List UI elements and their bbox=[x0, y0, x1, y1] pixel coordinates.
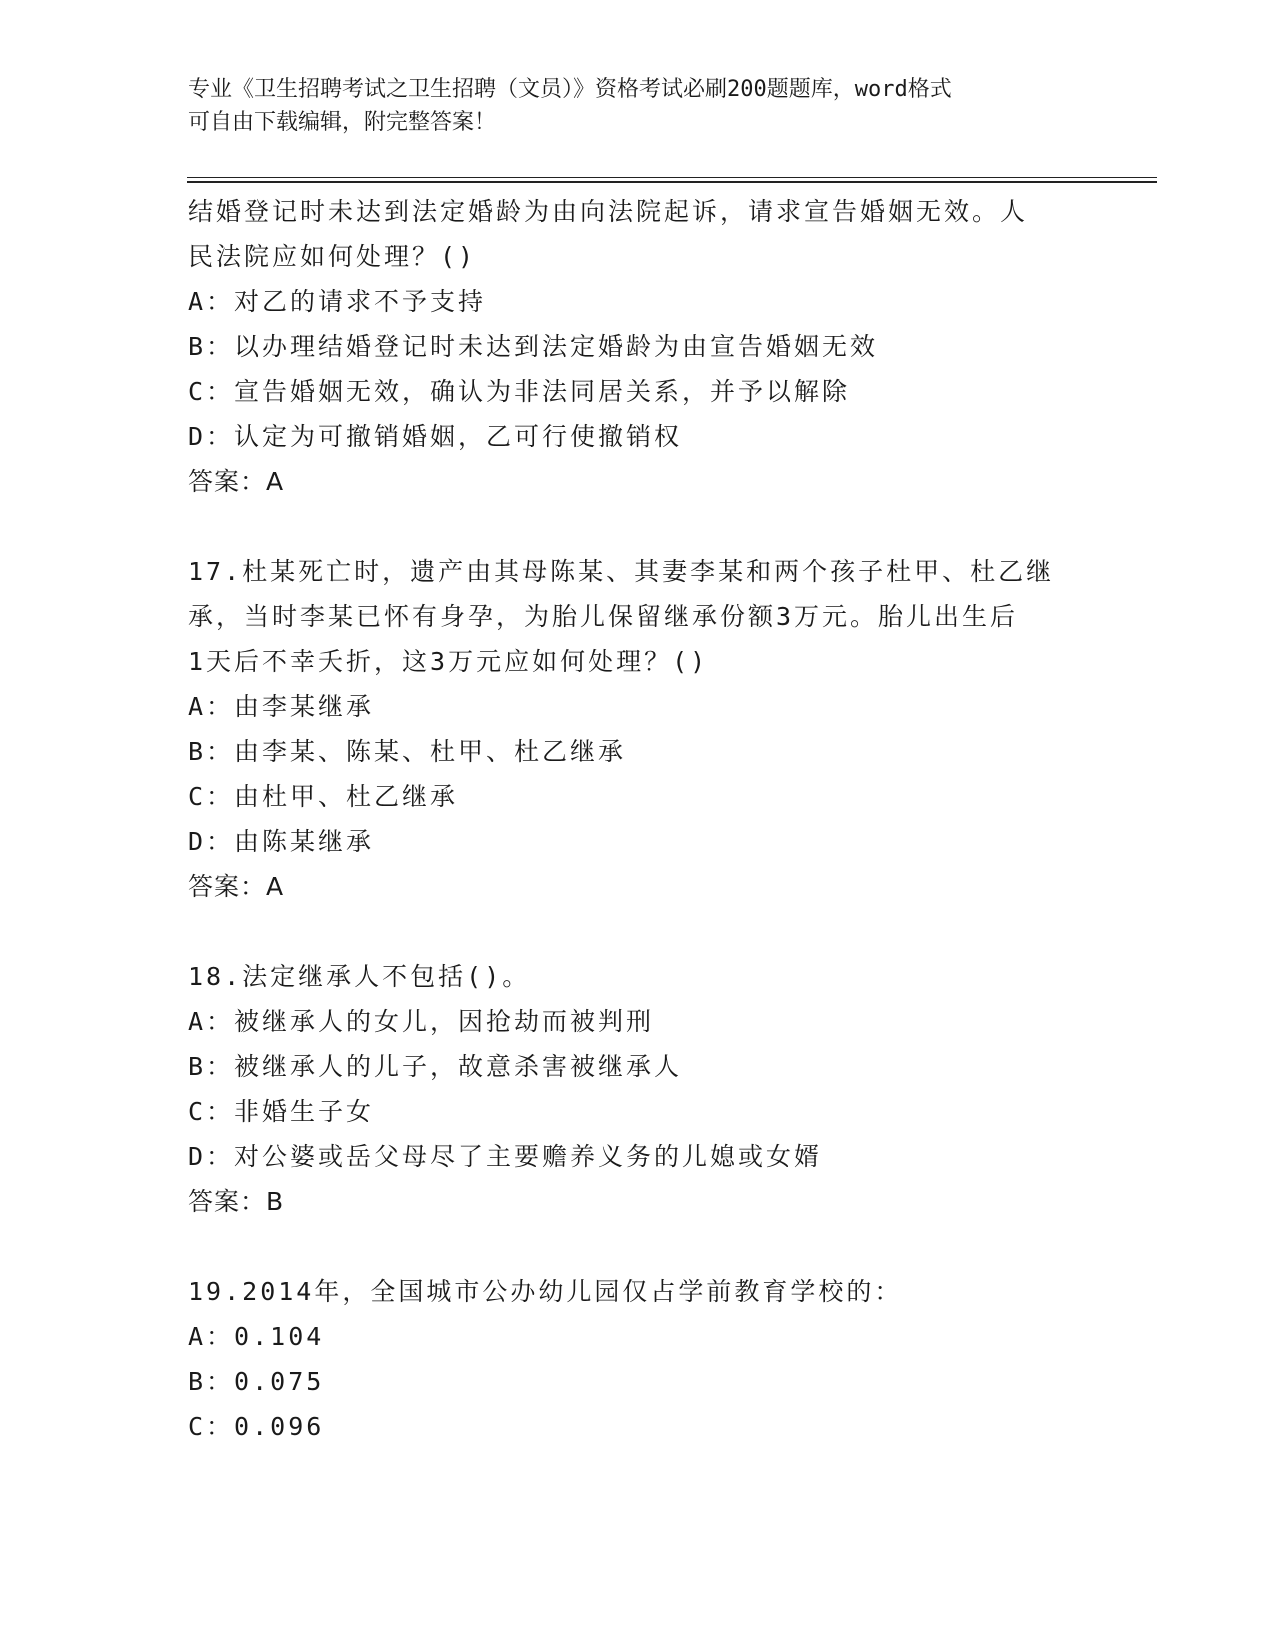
question-list bbox=[188, 189, 1088, 1449]
question-16 bbox=[188, 189, 1088, 504]
answer: 答案：A bbox=[188, 872, 285, 901]
question-stem: 17.杜某死亡时，遗产由其母陈某、其妻李某和两个孩子杜甲、杜乙继 bbox=[188, 557, 1055, 586]
answer: 答案：B bbox=[188, 1187, 285, 1216]
question-17 bbox=[188, 549, 1088, 909]
option-b: B：由李某、陈某、杜甲、杜乙继承 bbox=[188, 737, 627, 766]
question-stem: 民法院应如何处理？() bbox=[188, 242, 477, 271]
option-d: D：对公婆或岳父母尽了主要赡养义务的儿媳或女婿 bbox=[188, 1142, 823, 1171]
option-b: B：被继承人的儿子，故意杀害被继承人 bbox=[188, 1052, 683, 1081]
option-c: C：由杜甲、杜乙继承 bbox=[188, 782, 459, 811]
option-c: C：宣告婚姻无效，确认为非法同居关系，并予以解除 bbox=[188, 377, 851, 406]
question-18 bbox=[188, 954, 1088, 1224]
option-b: B：0.075 bbox=[188, 1367, 325, 1396]
header-divider-thick bbox=[187, 181, 1157, 183]
option-a: A：对乙的请求不予支持 bbox=[188, 287, 487, 316]
header-line-1: 专业《卫生招聘考试之卫生招聘（文员）》资格考试必刷200题题库，word格式 bbox=[188, 77, 952, 102]
option-a: A：被继承人的女儿，因抢劫而被判刑 bbox=[188, 1007, 655, 1036]
header-divider-thin bbox=[187, 177, 1157, 178]
option-d: D：认定为可撤销婚姻，乙可行使撤销权 bbox=[188, 422, 683, 451]
option-c: C：0.096 bbox=[188, 1412, 325, 1441]
document-header bbox=[188, 73, 1068, 139]
option-d: D：由陈某继承 bbox=[188, 827, 375, 856]
question-stem: 1天后不幸夭折，这3万元应如何处理？() bbox=[188, 647, 709, 676]
question-19 bbox=[188, 1269, 1088, 1449]
question-stem: 19.2014年，全国城市公办幼儿园仅占学前教育学校的： bbox=[188, 1277, 903, 1306]
option-c: C：非婚生子女 bbox=[188, 1097, 375, 1126]
option-a: A：0.104 bbox=[188, 1322, 325, 1351]
question-stem: 承，当时李某已怀有身孕，为胎儿保留继承份额3万元。胎儿出生后 bbox=[188, 602, 1019, 631]
header-line-2: 可自由下载编辑，附完整答案！ bbox=[188, 110, 497, 135]
option-b: B：以办理结婚登记时未达到法定婚龄为由宣告婚姻无效 bbox=[188, 332, 879, 361]
answer: 答案：A bbox=[188, 467, 285, 496]
question-stem: 结婚登记时未达到法定婚龄为由向法院起诉，请求宣告婚姻无效。人 bbox=[188, 197, 1029, 226]
option-a: A：由李某继承 bbox=[188, 692, 375, 721]
question-stem: 18.法定继承人不包括()。 bbox=[188, 962, 531, 991]
